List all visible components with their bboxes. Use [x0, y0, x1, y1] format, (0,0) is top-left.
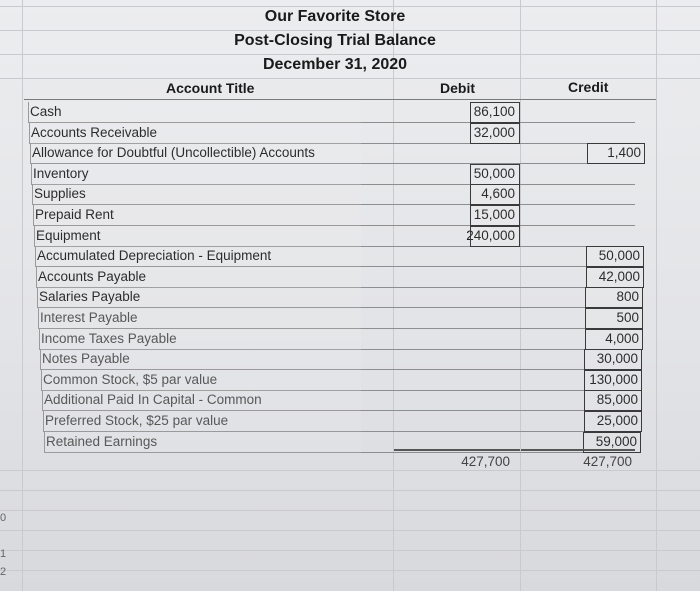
- credit-amount: 800: [616, 289, 639, 304]
- credit-header: Credit: [568, 79, 609, 95]
- account-name: Allowance for Doubtful (Uncollectible) Accounts: [32, 145, 315, 160]
- grid-row-line: [0, 54, 700, 55]
- account-name: Common Stock, $5 par value: [43, 372, 218, 387]
- table-row: [0, 246, 700, 266]
- credit-cell-border: [585, 329, 643, 350]
- account-cell-border: [35, 246, 361, 267]
- debit-total-rule: [394, 449, 520, 451]
- credit-amount: 30,000: [596, 351, 638, 366]
- account-name: Interest Payable: [40, 310, 138, 325]
- account-name: Prepaid Rent: [35, 207, 114, 222]
- account-name: Retained Earnings: [46, 434, 158, 449]
- account-cell-border: [39, 329, 361, 350]
- table-row: [0, 390, 700, 410]
- credit-amount: 4,000: [605, 331, 639, 346]
- credit-cell-border: [584, 349, 642, 370]
- account-cell-border: [44, 432, 361, 453]
- totals-row: [0, 452, 700, 472]
- account-cell-border: [33, 205, 361, 226]
- account-title-header: Account Title: [166, 80, 255, 96]
- table-row: [0, 184, 700, 204]
- account-name: Accounts Receivable: [31, 125, 158, 140]
- table-row: [0, 226, 700, 246]
- grid-row-line: [0, 30, 700, 31]
- table-row: [0, 308, 700, 328]
- account-cell-border: [28, 102, 361, 123]
- grid-row-line: [0, 490, 700, 491]
- credit-total: 427,700: [583, 454, 632, 469]
- account-name: Additional Paid In Capital - Common: [44, 392, 262, 407]
- table-row: [0, 287, 700, 307]
- debit-amount: 240,000: [466, 228, 515, 243]
- debit-cell-border: [470, 205, 520, 226]
- account-cell-border: [37, 287, 361, 308]
- account-cell-border: [36, 267, 361, 288]
- credit-amount: 85,000: [596, 392, 638, 407]
- debit-cell-border: [470, 123, 520, 144]
- debit-cell-border: [470, 184, 520, 205]
- credit-cell-border: [587, 143, 645, 164]
- debit-cell-border: [470, 164, 520, 185]
- account-cell-border: [29, 123, 361, 144]
- account-name: Inventory: [33, 166, 89, 181]
- debit-total: 427,700: [461, 454, 510, 469]
- grid-row-line: [0, 550, 700, 551]
- grid-row-line: [0, 570, 700, 571]
- table-row: [0, 267, 700, 287]
- row-number: 2: [0, 566, 7, 578]
- debit-amount: 86,100: [473, 104, 515, 119]
- table-row: [0, 370, 700, 390]
- account-name: Cash: [30, 104, 62, 119]
- table-row: [0, 411, 700, 431]
- account-cell-border: [30, 143, 361, 164]
- credit-amount: 25,000: [596, 413, 638, 428]
- debit-cell-border: [470, 102, 520, 123]
- credit-cell-border: [585, 287, 643, 308]
- account-cell-border: [34, 226, 361, 247]
- account-cell-border: [38, 308, 361, 329]
- account-cell-border: [31, 164, 361, 185]
- table-row: [0, 205, 700, 225]
- table-row: [0, 329, 700, 349]
- table-row: [0, 123, 700, 143]
- debit-amount: 32,000: [473, 125, 515, 140]
- debit-amount: 50,000: [473, 166, 515, 181]
- debit-cell-border: [470, 226, 520, 247]
- account-name: Supplies: [34, 186, 86, 201]
- debit-header: Debit: [440, 80, 475, 96]
- account-name: Accounts Payable: [38, 269, 147, 284]
- credit-cell-border: [584, 390, 642, 411]
- table-row: [0, 143, 700, 163]
- grid-row-line: [0, 6, 700, 7]
- credit-amount: 42,000: [598, 269, 640, 284]
- table-row: [0, 102, 700, 122]
- credit-total-rule: [521, 449, 635, 451]
- row-number: 0: [0, 512, 7, 524]
- credit-cell-border: [584, 370, 642, 391]
- account-name: Accumulated Depreciation - Equipment: [37, 248, 272, 263]
- account-cell-border: [32, 184, 361, 205]
- table-row: [0, 164, 700, 184]
- account-cell-border: [43, 411, 361, 432]
- credit-cell-border: [585, 308, 643, 329]
- credit-amount: 50,000: [598, 248, 640, 263]
- account-cell-border: [41, 370, 361, 391]
- account-name: Equipment: [36, 228, 101, 243]
- credit-cell-border: [586, 246, 644, 267]
- company-name: Our Favorite Store: [264, 8, 406, 25]
- account-name: Salaries Payable: [39, 289, 141, 304]
- row-number: 1: [0, 548, 7, 560]
- report-date: December 31, 2020: [262, 56, 408, 73]
- account-name: Income Taxes Payable: [41, 331, 177, 346]
- credit-amount: 1,400: [607, 145, 641, 160]
- account-cell-border: [40, 349, 361, 370]
- grid-row-line: [0, 510, 700, 511]
- header-underline: [24, 99, 656, 100]
- credit-amount: 59,000: [595, 434, 637, 449]
- table-row: [0, 349, 700, 369]
- credit-cell-border: [586, 267, 644, 288]
- grid-row-line: [0, 530, 700, 531]
- credit-cell-border: [584, 411, 642, 432]
- debit-amount: 15,000: [473, 207, 515, 222]
- debit-amount: 4,600: [481, 186, 515, 201]
- account-name: Notes Payable: [42, 351, 130, 366]
- credit-amount: 130,000: [589, 372, 638, 387]
- report-title: Post-Closing Trial Balance: [234, 32, 436, 49]
- account-cell-border: [42, 390, 361, 411]
- credit-amount: 500: [616, 310, 639, 325]
- account-name: Preferred Stock, $25 par value: [45, 413, 229, 428]
